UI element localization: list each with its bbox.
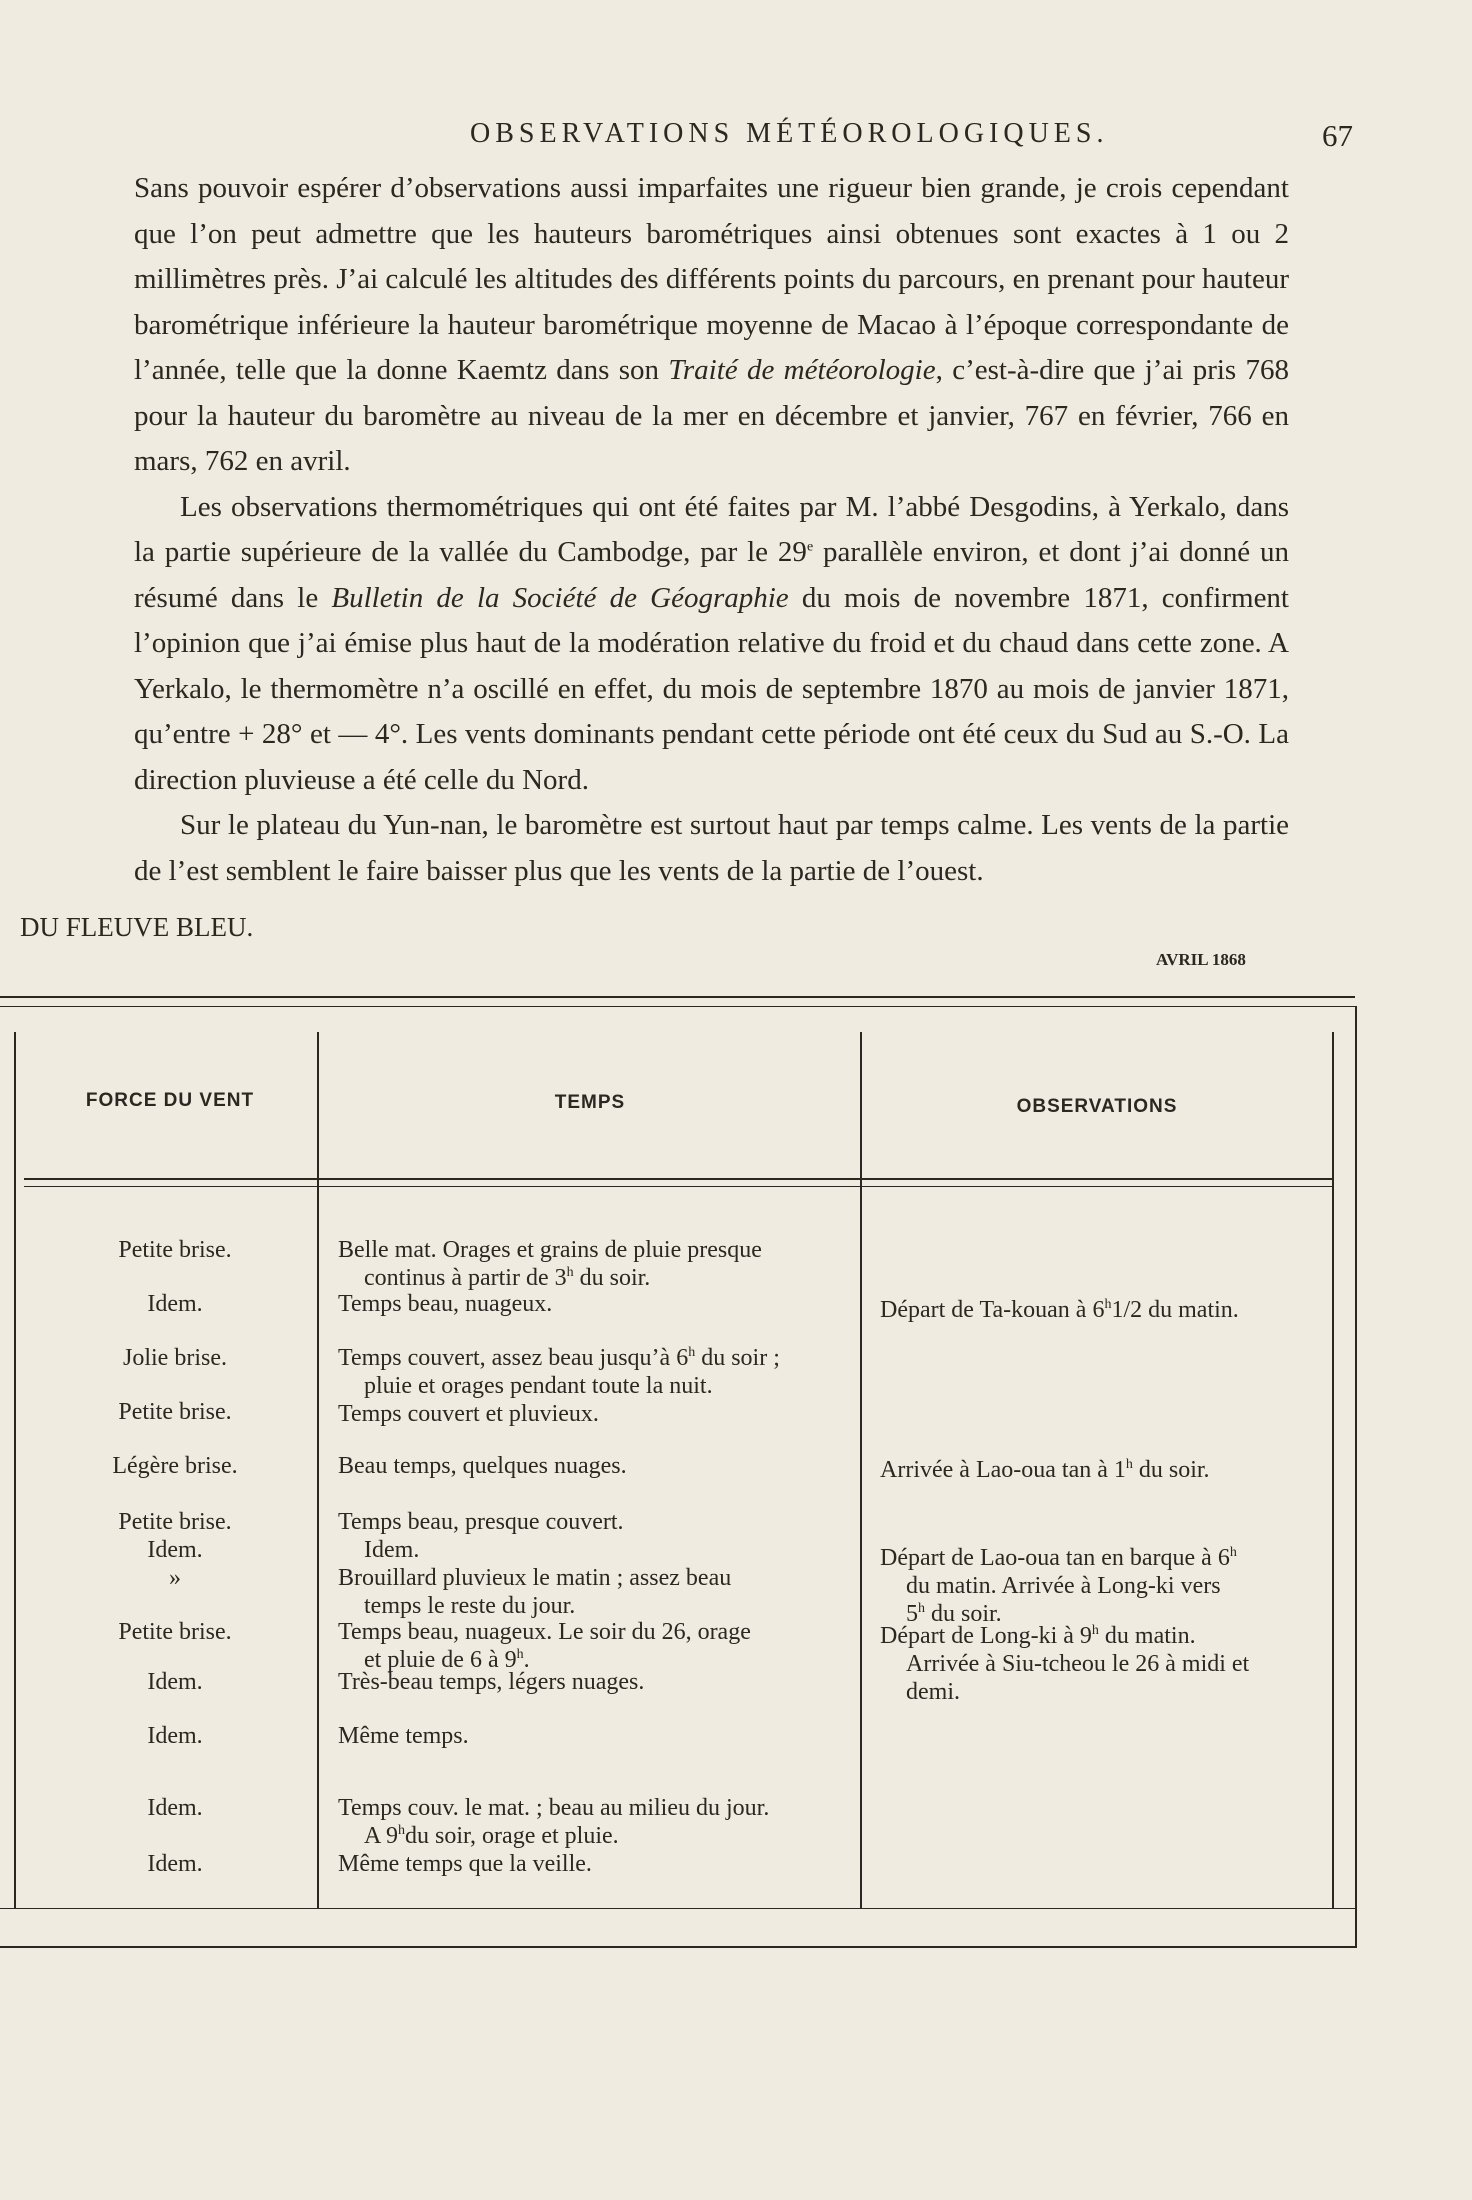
temps-cell: Idem. bbox=[364, 1537, 420, 1563]
temps-cell: Temps couvert et pluvieux. bbox=[338, 1401, 599, 1427]
table-col-divider-2 bbox=[860, 1032, 862, 1908]
paragraph-1-text-b: , c’est-à-dire que j’ai pris 768 pour la hauteur du baromètre au niveau de la mer en décembre et janvier, 767 en février, 766 en mars, 762 en avril. bbox=[134, 354, 1290, 477]
table-header-rule-thin bbox=[24, 1186, 1332, 1187]
paragraph-2-text-c: du mois de novembre 1871, confirment l’opinion que j’ai émise plus haut de la modération relative du froid et du chaud dans cette zone. A Yerkalo, le thermomètre n’a oscillé en effet, du mois de septembre 1870 au mois de janvier 1871, qu’entre + 28° et — 4°. Les vents dominants pendant cette période ont été ceux du Sud au S.-O. La direction pluvieuse a été celle du Nord. bbox=[134, 581, 1289, 796]
force-cell: Petite brise. bbox=[118, 1399, 232, 1425]
force-cell: Idem. bbox=[147, 1795, 203, 1821]
paragraph-2 bbox=[134, 485, 1289, 804]
force-cell: Idem. bbox=[147, 1291, 203, 1317]
table-bottom-rule bbox=[0, 1908, 1355, 1909]
paragraph-1-text-a: Sans pouvoir espérer d’observations aussi imparfaites une rigueur bien grande, je crois cependant que l’on peut admettre que les hauteurs barométriques ainsi obtenues sont exactes à 1 ou 2 millimètres près. J’ai calculé les altitudes des différents points du parcours, en prenant pour hauteur barométrique inférieure la hauteur barométrique moyenne de Macao à l’époque correspondante de l’année, telle que la donne Kaemtz dans son bbox=[134, 172, 1289, 386]
temps-cell: Brouillard pluvieux le matin ; assez beau temps le reste du jour. bbox=[338, 1565, 732, 1619]
temps-cell: Très-beau temps, légers nuages. bbox=[338, 1669, 645, 1695]
force-cell: Jolie brise. bbox=[123, 1345, 227, 1371]
paragraph-2-text-b: parallèle environ, et dont j’ai donné un résumé dans le bbox=[134, 536, 1289, 614]
temps-cell: Temps beau, nuageux. Le soir du 26, orage et pluie de 6 à 9$^h$. bbox=[338, 1619, 751, 1673]
section-label-left: DU FLEUVE BLEU. bbox=[20, 912, 254, 942]
force-cell: Idem. bbox=[147, 1537, 203, 1563]
body-text bbox=[134, 166, 1289, 894]
force-cell: Petite brise. bbox=[118, 1237, 232, 1263]
table-outer-right-border bbox=[1355, 1006, 1357, 1946]
paragraph-2-superscript: e bbox=[806, 539, 814, 555]
temps-cell: Même temps que la veille. bbox=[338, 1851, 592, 1877]
temps-cell: Temps beau, presque couvert. bbox=[338, 1509, 624, 1535]
table-col-left-border bbox=[14, 1032, 16, 1908]
paragraph-3: Sur le plateau du Yun-nan, le baromètre est surtout haut par temps calme. Les vents de la partie de l’est semblent le faire baisser plus que les vents de la partie de l’ouest. bbox=[134, 809, 1289, 887]
paragraph-2-text-a: Les observations thermométriques qui ont été faites par M. l’abbé Desgodins, à Yerkalo, dans la partie supérieure de la vallée du Cambodge, par le 29 bbox=[134, 490, 1289, 568]
force-cell: Idem. bbox=[147, 1851, 203, 1877]
temps-cell: Belle mat. Orages et grains de pluie presque continus à partir de 3$^h$ du soir. bbox=[338, 1237, 762, 1291]
column-header-temps: TEMPS bbox=[554, 1092, 626, 1113]
temps-cell: Temps couvert, assez beau jusqu’à 6$^h$ du soir ; pluie et orages pendant toute la nuit. bbox=[338, 1345, 780, 1399]
temps-cell: Temps beau, nuageux. bbox=[338, 1291, 553, 1317]
table-bottom-outer-rule bbox=[0, 1946, 1357, 1948]
temps-cell: Même temps. bbox=[338, 1723, 469, 1749]
paragraph-2-italic-title: Bulletin de la Société de Géographie bbox=[331, 581, 789, 614]
page-number: 67 bbox=[1322, 118, 1353, 153]
paragraph-1-italic-title: Traité de météorologie bbox=[668, 354, 936, 386]
force-cell: » bbox=[169, 1565, 181, 1591]
table-header-rule bbox=[24, 1178, 1332, 1180]
temps-cell: Temps couv. le mat. ; beau au milieu du jour. A 9$^h$du soir, orage et pluie. bbox=[338, 1795, 770, 1849]
table-inner-right-border bbox=[1332, 1032, 1334, 1908]
running-title: OBSERVATIONS MÉTÉOROLOGIQUES. bbox=[470, 118, 1109, 149]
force-cell: Petite brise. bbox=[118, 1509, 232, 1535]
column-header-observations: OBSERVATIONS bbox=[1016, 1096, 1178, 1117]
section-label-right: AVRIL 1868 bbox=[1156, 950, 1246, 969]
column-header-force: FORCE DU VENT bbox=[85, 1090, 255, 1111]
observations-cell: Départ de Long-ki à 9$^h$ du matin. Arrivée à Siu-tcheou le 26 à midi et demi. bbox=[880, 1623, 1250, 1705]
force-cell: Idem. bbox=[147, 1669, 203, 1695]
force-cell: Légère brise. bbox=[112, 1453, 238, 1479]
table-top-inner-rule bbox=[0, 1006, 1355, 1007]
force-cell: Petite brise. bbox=[118, 1619, 232, 1645]
force-cell: Idem. bbox=[147, 1723, 203, 1749]
running-head bbox=[0, 118, 1472, 158]
temps-cell: Beau temps, quelques nuages. bbox=[338, 1453, 627, 1479]
observations-cell: Départ de Lao-oua tan en barque à 6$^h$ du matin. Arrivée à Long-ki vers 5$^h$ du soir. bbox=[880, 1545, 1237, 1627]
table-top-outer-rule bbox=[0, 996, 1355, 998]
paragraph-1 bbox=[134, 166, 1289, 485]
observations-cell: Départ de Ta-kouan à 6$^h$1/2 du matin. bbox=[880, 1297, 1239, 1323]
observations-cell: Arrivée à Lao-oua tan à 1$^h$ du soir. bbox=[880, 1457, 1210, 1483]
